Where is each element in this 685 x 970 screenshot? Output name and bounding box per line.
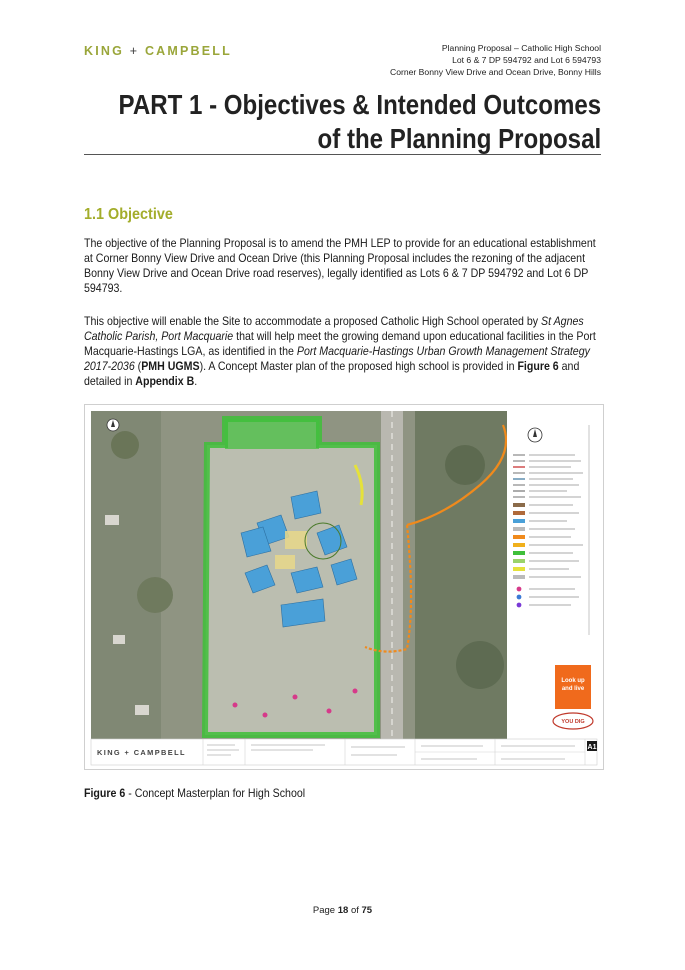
- footer-middle: of: [348, 905, 362, 916]
- dial-before-you-dig-badge: [553, 713, 593, 729]
- p2-text-11: .: [194, 375, 198, 388]
- footer-prefix: Page: [312, 905, 338, 916]
- page-footer: [0, 905, 685, 916]
- north-arrow-legend-icon: [528, 428, 542, 442]
- house-roof: [135, 705, 149, 715]
- dig-text: YOU DIG: [561, 719, 585, 725]
- page-title: [118, 88, 601, 156]
- p2-parish: St Agnes Catholic Parish, Port Macquarie: [84, 315, 584, 343]
- look-up-and-live-badge: [555, 665, 591, 709]
- caption-label: Figure 6: [84, 787, 126, 800]
- paragraph-2: [84, 314, 596, 389]
- tree-cluster: [445, 445, 485, 485]
- p2-text-9: and detailed in: [84, 360, 580, 388]
- p2-text-1: This objective will enable the Site to accommodate a proposed Catholic High School operated by: [84, 315, 542, 328]
- lookup-line-2: and live: [561, 686, 585, 692]
- paragraph-1: The objective of the Planning Proposal is to amend the PMH LEP to provide for an educational establishment at Corner Bonny View Drive and Ocean Drive (this Planning Proposal includes the rezoning of the adjacent Bonny View Drive and Ocean Drive road reserves), legally identified as Lots 6 & 7 DP 594792 and Lot 6 DP 594793.: [84, 237, 596, 295]
- sheet-number: A1: [587, 744, 597, 751]
- page-number: 18: [337, 905, 349, 916]
- lookup-line-1: Look up: [561, 678, 585, 684]
- caption-text: - Concept Masterplan for High School: [125, 787, 306, 800]
- section-heading: 1.1 Objective: [84, 206, 173, 223]
- p2-text-5: (: [134, 360, 142, 373]
- p2-ugms: PMH UGMS: [141, 360, 200, 373]
- title-rule: [84, 154, 601, 155]
- p2-strategy: Port Macquarie-Hastings Urban Growth Management Strategy 2017-2036: [84, 345, 590, 373]
- header-line-1: Planning Proposal – Catholic High School: [441, 43, 601, 53]
- title-block-logo: KING + CAMPBELL: [97, 748, 186, 757]
- logo-plus: +: [129, 44, 140, 58]
- p2-appendix-ref: Appendix B: [135, 375, 195, 388]
- tree-cluster: [111, 431, 139, 459]
- masterplan-drawing: [85, 405, 603, 769]
- header-line-3: Corner Bonny View Drive and Ocean Drive, Bonny Hills: [390, 67, 601, 77]
- page-total: 75: [361, 905, 373, 916]
- document-header: [390, 42, 601, 78]
- house-roof: [105, 515, 119, 525]
- tree-cluster: [456, 641, 504, 689]
- logo-king: KING: [84, 44, 125, 58]
- header-line-2: Lot 6 & 7 DP 594792 and Lot 6 594793: [452, 55, 601, 65]
- p2-figure-ref: Figure 6: [517, 360, 559, 373]
- concept-masterplan-figure: [84, 404, 604, 770]
- title-line-1: PART 1 - Objectives & Intended Outcomes: [118, 89, 601, 120]
- figure-caption: [84, 787, 305, 800]
- north-arrow-icon: [107, 419, 119, 431]
- house-roof: [113, 635, 125, 644]
- title-line-2: of the Planning Proposal: [317, 123, 601, 154]
- north-green-zone: [225, 419, 319, 449]
- tree-cluster: [137, 577, 173, 613]
- p2-text-7: ). A Concept Master plan of the proposed high school is provided in: [199, 360, 518, 373]
- aerial-left-bushland: [91, 411, 161, 739]
- p2-text-3: that will help meet the growing demand upon educational facilities in the Port Macquarie-Hastings LGA, as identified in the: [84, 330, 596, 358]
- company-logo: [84, 44, 232, 58]
- logo-campbell: CAMPBELL: [144, 44, 232, 58]
